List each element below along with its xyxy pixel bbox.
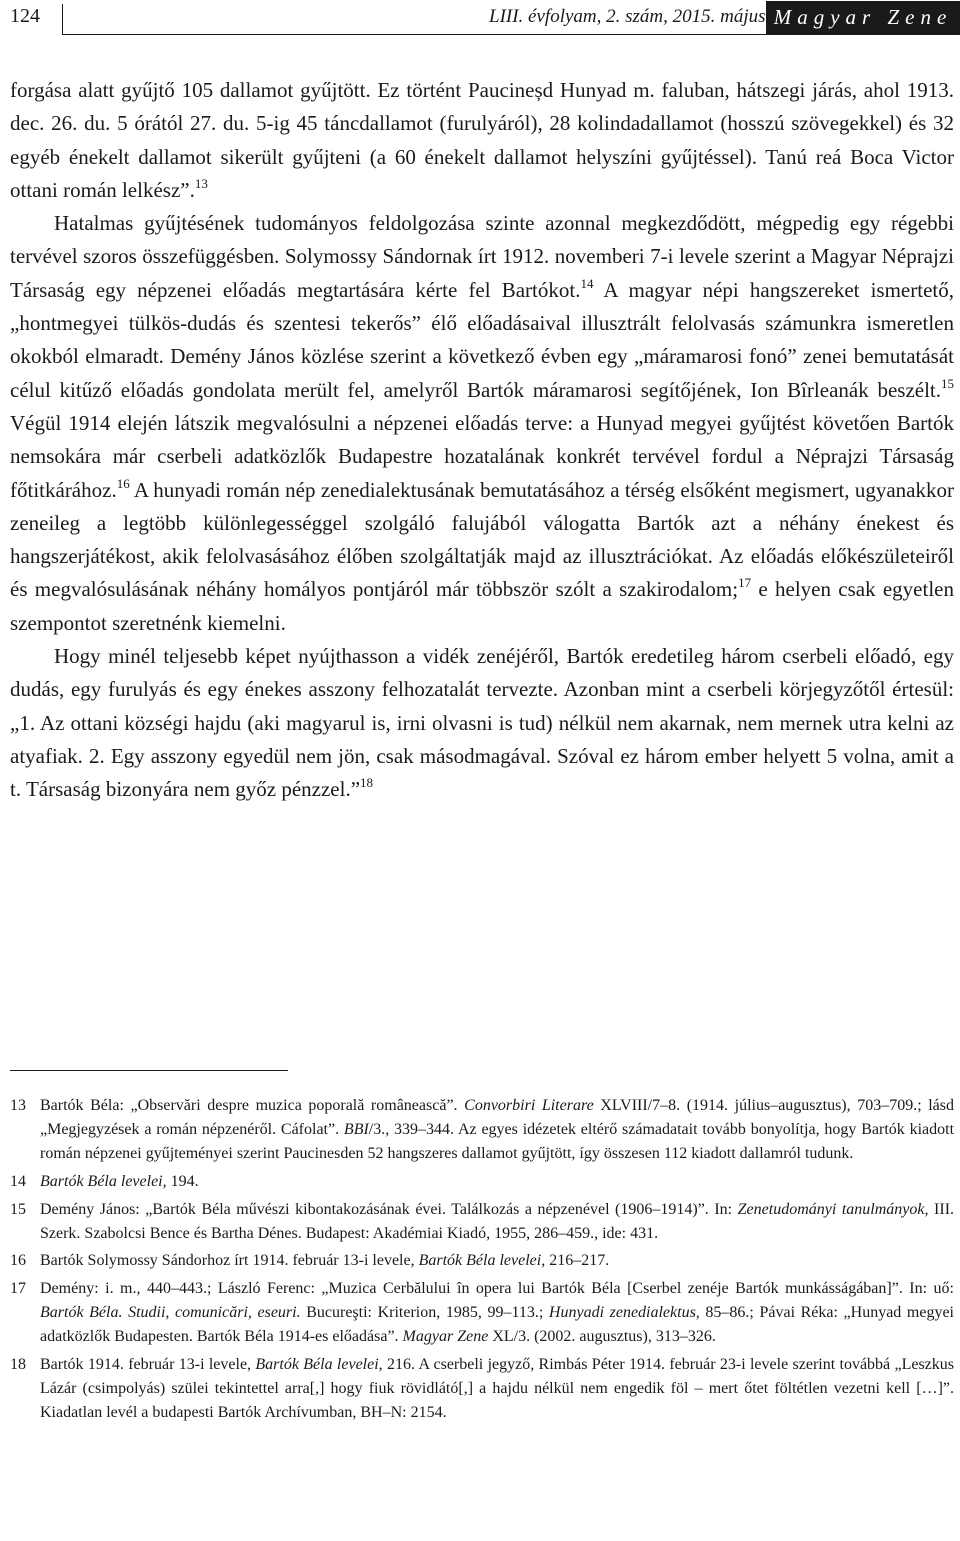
paragraph-2: Hatalmas gyűjtésének tudományos feldolgozása szinte azonnal megkezdődött, mégpedig egy régebbi tervével szoros összefüggésben. Solymossy Sándornak írt 1912. novemberi 7-i levele szerint a Magyar Néprajzi Társaság egy népzenei előadás megtartására kérte fel Bartókot.$^{14}$ A magyar népi hangszereket ismertető, „hontmegyei tülkös-dudás és szentesi tekerős” élő előadásaival illusztrált felolvasás számunkra ismeretlen okokból elmaradt. Demény János közlése szerint a következő évben egy „máramarosi fonó” zenei bemutatását célul kitűző előadás gondolata merült fel, amelyről Bartók máramarosi segítőjének, Ion Bîrleanák beszélt.$^{15}$ Végül 1914 elején látszik megvalósulni a népzenei előadás terve: a Hunyad megyei gyűjtést követően Bartók nemsokára már cserbeli adatközlők Budapestre hozatalának konkrét tervével fordul a Néprajzi Társaság főtitkárához.$^{16}$ A hunyadi román nép zenedialektusának bemutatásához a térség elsőként megismert, ugyanakkor zeneileg a legtöbb különlegességgel szolgáló falujából válogatta Bartók azt a néhány énekest és hangszerjátékost, akik felolvasásához élőben szolgáltatják majd az illusztrációkat. Az előadás előkészületeiről és megvalósulásának néhány homályos pontjáról már többször szólt a szakirodalom;$^{17}$ e helyen csak egyetlen szempontot szeretnénk kiemelni.: [10, 211, 954, 635]
footnote-number: 16: [10, 1252, 26, 1270]
footnotes: [10, 1094, 954, 1429]
footnote-number: 13: [10, 1097, 26, 1114]
footnote-ref-16[interactable]: 16: [116, 475, 130, 491]
paragraph-3: Hogy minél teljesebb képet nyújthasson a vidék zenéjéről, Bartók eredetileg három cserbeli előadó, egy dudás, egy furulyás és egy énekes asszony felhozatalát tervezte. Azonban mint a cserbeli körjegyzőtől értesül: „1. Az ottani községi hajdu (aki magyarul is, irni olvasni is tud) nélkül nem akarnak, nem mernek utra kelni az atyafiak. 2. Egy asszony egyedül nem jön, csak másodmagával. Szóval ez három ember helyett 5 volna, amit a t. Társaság bizonyára nem győz pénzzel.”$^{18}$: [10, 644, 954, 802]
footnote-16: 16 Bartók Solymossy Sándorhoz írt 1914. február 13-i levele, Bartók Béla levelei, 216–217.: [10, 1249, 954, 1273]
footnote-ref-18[interactable]: 18: [360, 775, 374, 791]
running-header: [0, 0, 960, 40]
footnote-ref-13[interactable]: 13: [194, 175, 208, 191]
footnote-13: 13 Bartók Béla: „Observări despre muzica poporală românească”. Convorbiri Literare XLVIII/7–8. (1914. július–augusztus), 703–709.; lásd „Megjegyzések a román népzenéről. Cáfolat”. BBI/3., 339–344. Az egyes idézetek eltérő számadatait tovább bonyolítja, hogy Bartók kiadott román népzenei gyűjteményei szerint Paucinesden 52 hangszeres dallamot gyűjtött, így összesen 112 kiadott dallamról tudunk.: [10, 1094, 954, 1166]
footnote-ref-15[interactable]: 15: [941, 375, 954, 391]
paragraph-1: forgása alatt gyűjtő 105 dallamot gyűjtött. Ez történt Paucineșd Hunyad m. faluban, hátszegi járás, ahol 1913. dec. 26. du. 5 órától 27. du. 5-ig 45 táncdallamot (furulyáról), 28 kolindadallamot (hosszú szövegekkel) és 32 egyéb énekelt dallamot sikerült gyűjteni (a 60 énekelt dallamot helyszíni gyűjtéssel). Tanú reá Boca Victor ottani román lelkész”.$^{13}$: [10, 78, 954, 202]
footnote-number: 14: [10, 1172, 26, 1190]
footnote-18: 18 Bartók 1914. február 13-i levele, Bartók Béla levelei, 216. A cserbeli jegyző, Rimbás Péter 1914. február 23-i levele szerint továbbá „Leszkus Lázár (csimpolyás) szülei tekintettel arra[,] hogy fiuk rövidlátó[,] a hajdu nélkül nem engedik föl – mert őtet föltétlen vezetni kell […]”. Kiadatlan levél a budapesti Bartók Archívumban, BH–N: 2154.: [10, 1353, 954, 1425]
footnote-14: 14 Bartók Béla levelei, 194.: [10, 1170, 954, 1194]
footnote-ref-14[interactable]: 14: [580, 275, 594, 291]
header-horizontal-rule: [62, 34, 960, 35]
issue-info: LIII. évfolyam, 2. szám, 2015. május: [489, 6, 766, 27]
footnote-number: 17: [10, 1280, 26, 1298]
footnote-number: 18: [10, 1356, 26, 1374]
journal-title: Magyar Zene: [766, 1, 960, 34]
header-vertical-rule: [62, 4, 63, 34]
footnote-number: 15: [10, 1200, 26, 1218]
body-text: [10, 74, 954, 807]
page-number: 124: [10, 5, 40, 27]
footnote-ref-17[interactable]: 17: [738, 575, 752, 591]
footnote-15: 15 Demény János: „Bartók Béla művészi kibontakozásának évei. Találkozás a népzenével (1906–1914)”. In: Zenetudományi tanulmányok, III. Szerk. Szabolcsi Bence és Bartha Dénes. Budapest: Akadémiai Kiadó, 1955, 286–459., ide: 431.: [10, 1198, 954, 1246]
footnote-17: 17 Demény: i. m., 440–443.; László Ferenc: „Muzica Cerbălului în opera lui Bartók Béla [Cserbel zenéje Bartók munkásságában]”. In: uő: Bartók Béla. Studii, comunicări, eseuri. Bucureşti: Kriterion, 1985, 99–113.; Hunyadi zenedialektus, 85–86.; Pávai Réka: „Hunyad megyei adatközlők Budapesten. Bartók Béla 1914-es előadása”. Magyar Zene XL/3. (2002. augusztus), 313–326.: [10, 1277, 954, 1349]
footnote-separator: [10, 1070, 288, 1071]
